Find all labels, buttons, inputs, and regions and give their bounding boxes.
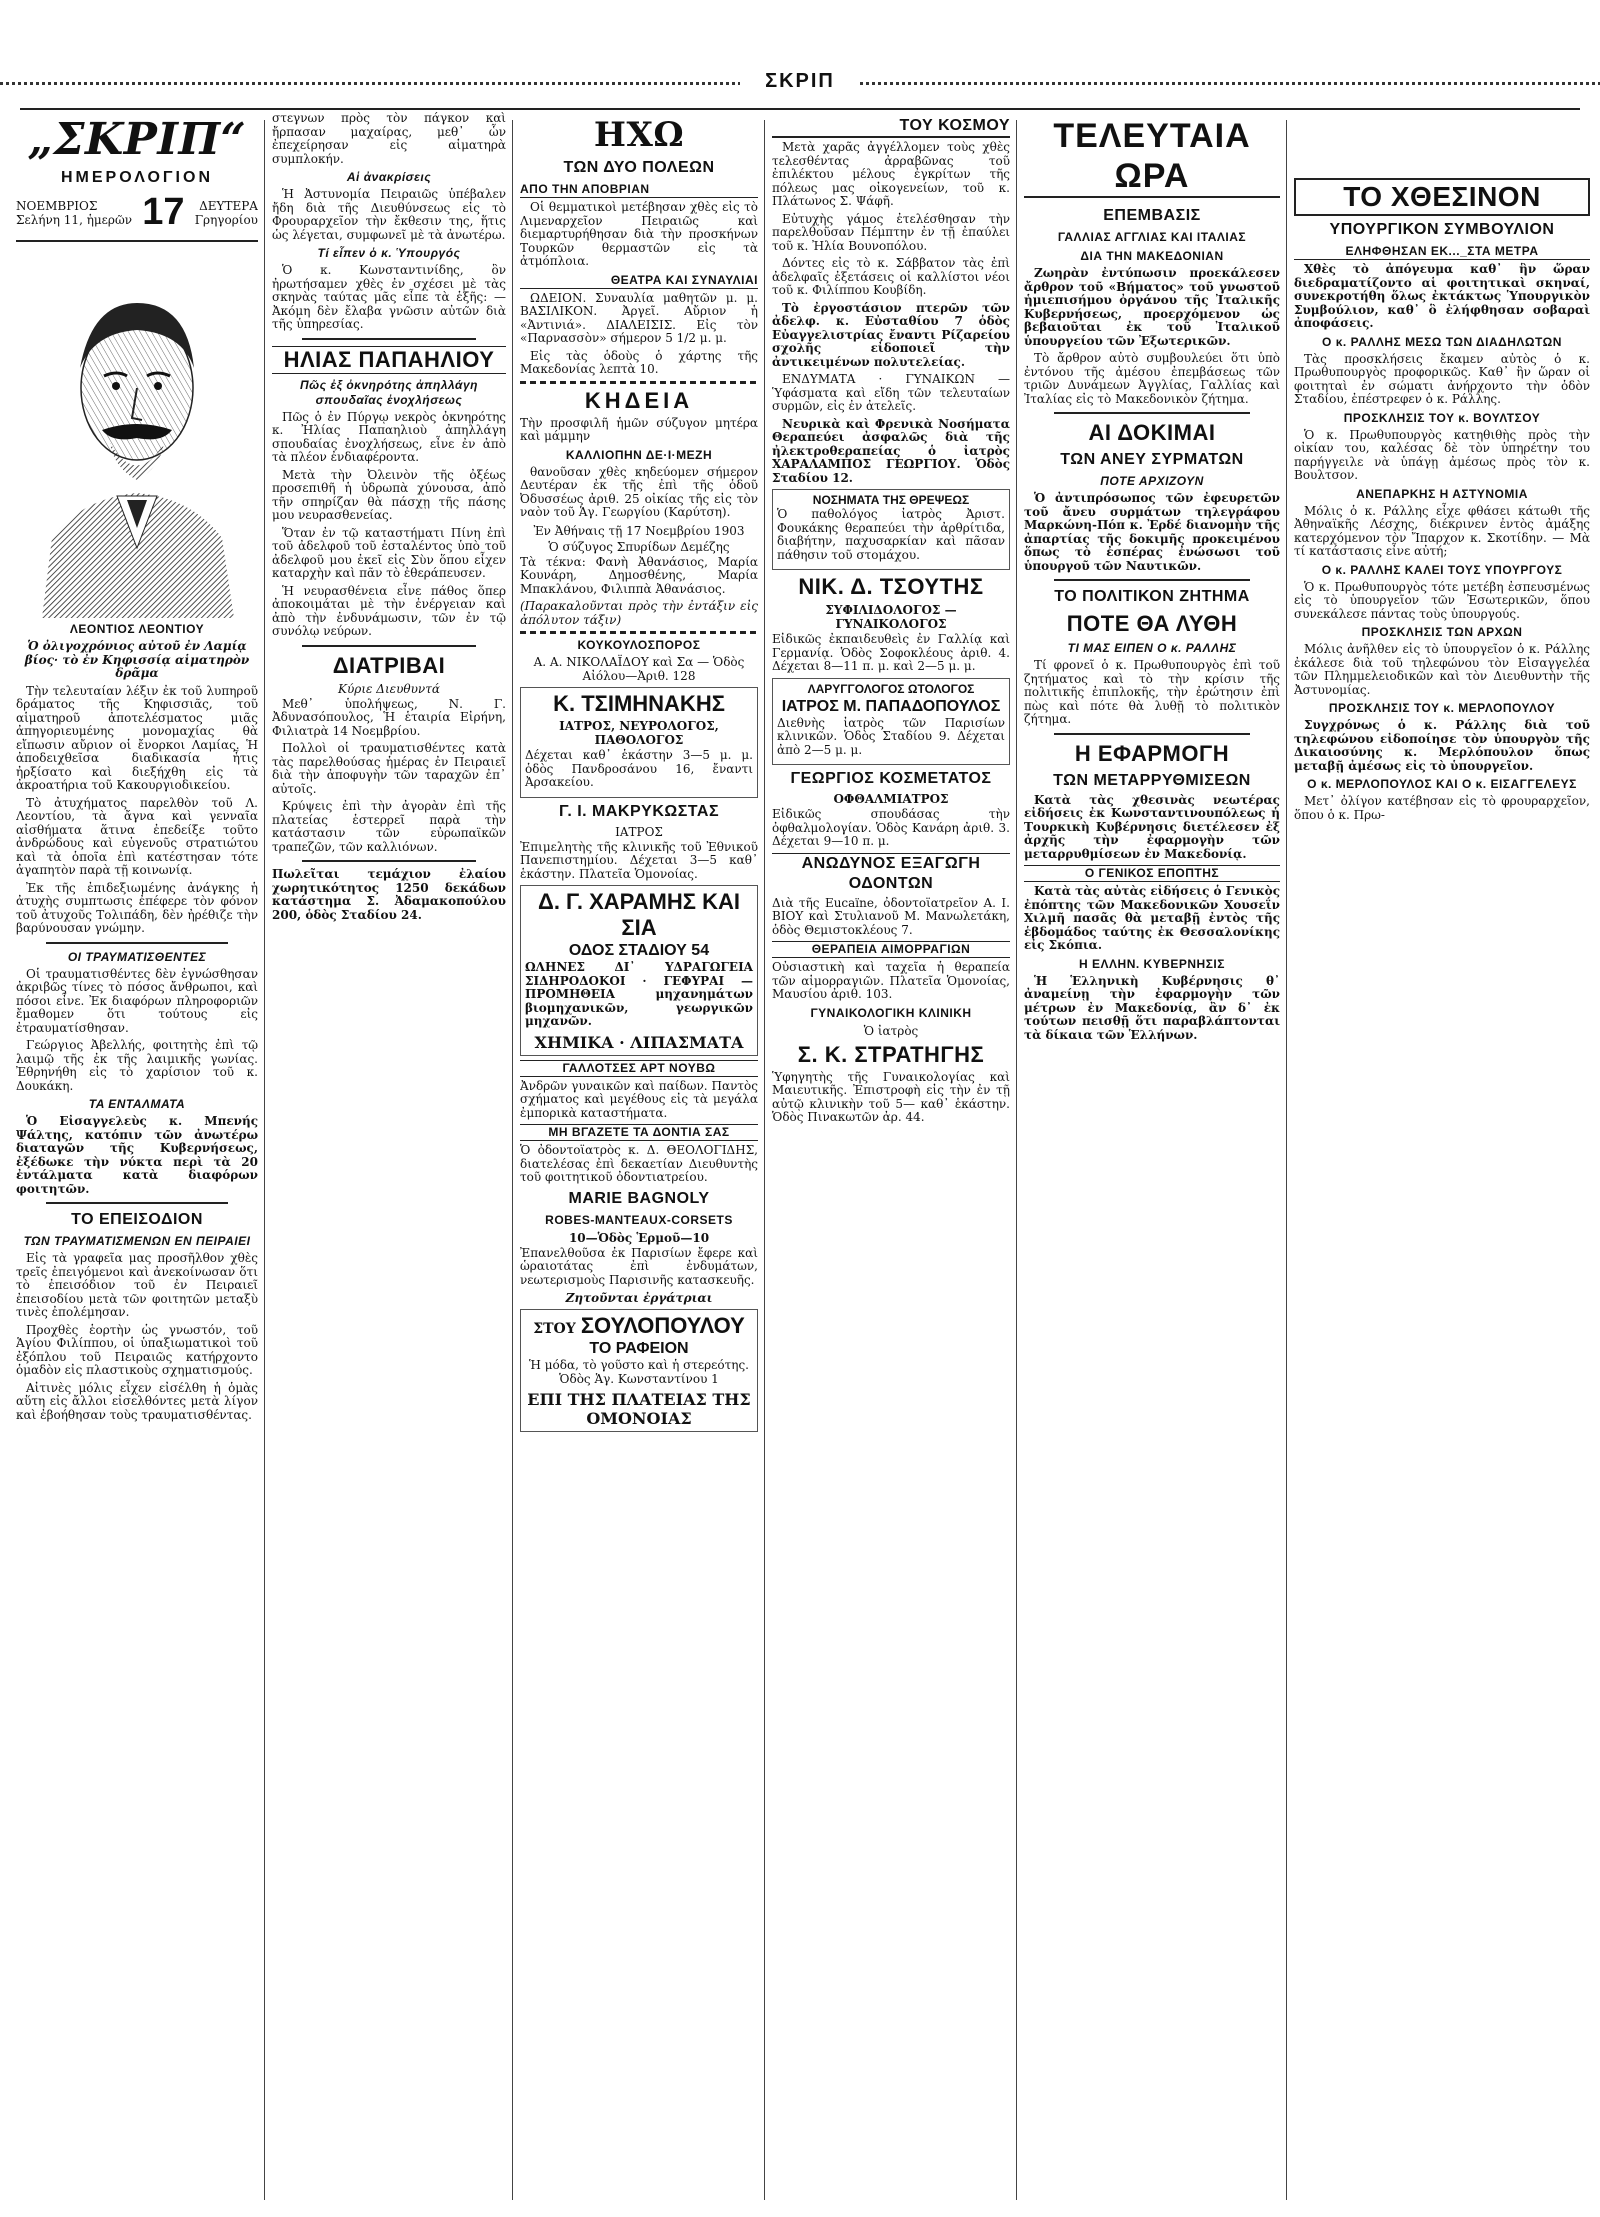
ad-makrykostas-text: Ἐπιμελητὴς τῆς κλινικῆς τοῦ Ἐθνικοῦ Πανεπιστημίου. Δέχεται 3—5 καθ᾽ ἑκάστην. Πλατεῖα Ὁμονοίας. (520, 839, 758, 881)
column-rule-5 (1286, 120, 1287, 2200)
col2-story-heading: ΗΛΙΑΣ ΠΑΠΑΗΛΙΟΥ (272, 346, 506, 374)
ad-makrykostas-heading: Γ. Ι. ΜΑΚΡΥΚΩΣΤΑΣ (558, 802, 720, 820)
ad-tsimenakis-subheading: ΙΑΤΡΟΣ, ΝΕΥΡΟΛΟΓΟΣ, ΠΑΘΟΛΟΓΟΣ (559, 719, 719, 747)
col2-paragraph-4: Μετὰ τὴν Ὀλεινὸν τῆς ὀξέως προσεπιθῆ ἡ ὑδρωπὰ χύνουσα, ἀπὸ τῆν σπηρίζαν θὰ πάσχῃ τῆς πάσης μου νευρασθενείας. (272, 467, 506, 522)
col6-s1-paragraph: Τὰς προσκλήσεις ἔκαμεν αὐτὸς ὁ κ. Πρωθυπουργὸς προφορικῶς. Καθ᾽ ἣν ὥραν οἱ φοιτηταὶ ἐν σώματι ἀνήρχοντο τὴν ὁδὸν Σταδίου, ἐπέστρεφεν ὁ κ. Ράλλης. (1294, 351, 1590, 406)
col2-paragraph-3: Πῶς ὁ ἐν Πύργῳ νεκρὸς ὀκνηρότης κ. Ἠλίας Παπαηλιοὺ ἀπηλλάγη σπουδαίας ἐνοχλήσεως, εἶνε ἐν ἀπὸ τὰ πλέον ἐνδιαφέροντα. (272, 409, 506, 464)
col2-divider-3 (302, 860, 476, 862)
top-rule-left (0, 82, 740, 85)
col4-paragraph-3: Δόντες εἰς τὸ κ. Σάββατον τὰς ἐπὶ ἀδελφαῖς ἐξετάσεις οἱ καλλίστοι νέοι τοῦ κ. Φιλίππου Κουβίδη. (772, 256, 1010, 297)
portrait (22, 248, 252, 618)
column-3 (520, 112, 758, 2202)
column-1 (16, 112, 258, 2202)
col5-s6-paragraph: Ἡ Ἑλληνικὴ Κυβέρνησις θ᾽ ἀναμείνῃ τὴν ἐφαρμογὴν τῶν μέτρων ἐν Μακεδονίᾳ, ἂν δ᾽ ἐκ τούτων πεισθῇ ὅτι παραβλάπτονται τὰ δίκαια τῶν Ἑλλήνων. (1024, 973, 1280, 1042)
masthead-title: „ΣΚΡΙΠ“ (27, 114, 247, 165)
masthead (16, 116, 258, 234)
funeral-intro: Τὴν προσφιλῆ ἡμῶν σύζυγον μητέρα καὶ μάμμην (520, 415, 758, 443)
col4-paragraph-6: Νευρικὰ καὶ Φρενικὰ Νοσήματα Θεραπεύει ἀσφαλῶς διὰ τῆς ἠλεκτροθεραπείας ὁ ἰατρὸς ΧΑΡΑΛΑΜΠΟΣ ΓΕΩΡΓΙΟΥ. Ὁδὸς Σταδίου 12. (772, 416, 1010, 485)
col1-paragraph-1: Τὴν τελευταίαν λέξιν ἐκ τοῦ λυπηροῦ δράματος τῆς Κηφισσιᾶς, τοῦ αἱματηροῦ ἀποτελέσματος μιᾶς ἀπηγοριευμένης μονομαχίας θὰ εἴπωσιν αὔριον οἱ ἔνορκοι Λαμίας. Ἡ ἀποδειχθεῖσα διαδικασία ἧτις ἠρξίσατο καὶ διεξήχθη εἰς τὰ ἀκροατήρια τοῦ Κακουργιοδικείου. (16, 683, 258, 792)
col6-s5-heading: ΠΡΟΣΚΛΗΣΙΣ ΤΩΝ ΑΡΧΩΝ (1361, 625, 1523, 639)
ad-nutrition-diseases (772, 489, 1010, 570)
ad-charamis-heading: Δ. Γ. ΧΑΡΑΜΗΣ ΚΑΙ ΣΙΑ (538, 889, 740, 940)
ad-clinic-heading: ΓΥΝΑΙΚΟΛΟΓΙΚΗ ΚΛΙΝΙΚΗ (810, 1005, 972, 1020)
col6-paragraph-1: Χθὲς τὸ ἀπόγευμα καθ᾽ ἣν ὥραν διεδραματίζοντο αἱ φοιτητικαὶ σκηναί, συνεκροτήθη ὅλως ἐκτάκτως Ὑπουργικὸν Συμβούλιον, καθ᾽ ὃ ἐλήφθησαν σοβαραὶ ἀποφάσεις. (1294, 262, 1590, 330)
ad-clinic-subheading: Ὁ ἰατρὸς (863, 1023, 919, 1038)
ad-clinic-name: Σ. Κ. ΣΤΡΑΤΗΓΗΣ (797, 1041, 985, 1067)
col2-diatribe-text: Μεθ᾽ ὑπολήψεως, Ν. Γ. Ἀδυνασόπουλος, Ἡ ἑταιρία Εἰρήνη, Φιλιατρὰ 14 Νοεμβρίου. (272, 696, 506, 738)
col4-heading: ΤΟΥ ΚΟΣΜΟΥ (772, 116, 1010, 138)
col3-paragraph-1: Οἱ θεμματικοὶ μετέβησαν χθὲς εἰς τὸ Λιμεναρχεῖον Πειραιῶς καὶ διεμαρτυρήθησαν διὰ τὴν προσκήνων Τουρκῶν θερμαστῶν εἰς τὰ ἀτμόπλοια. (520, 200, 758, 268)
col6-subheading: ΕΛΗΦΘΗΣΑΝ ΕΚ..._ΣΤΑ ΜΕΤΡΑ (1294, 244, 1590, 260)
col5-s2-subheading: ΤΩΝ ΑΝΕΥ ΣΥΡΜΑΤΩΝ (1060, 451, 1244, 468)
masthead-subtitle: ΗΜΕΡΟΛΟΓΙΟΝ (61, 169, 213, 186)
ad-tsimenakis-heading: Κ. ΤΣΙΜΗΝΑΚΗΣ (553, 691, 725, 716)
col2-divider-2 (302, 645, 476, 647)
col5-s2-subheading-2: ΠΟΤΕ ΑΡΧΙΖΟΥΝ (1100, 474, 1204, 488)
col1-paragraph-6: Ὁ Εἰσαγγελεὺς κ. Μπενής Ψάλτης, κατόπιν τῶν ἀνωτέρω διαταγῶν τῆς Κυβερνήσεως, ἐξέδωκε τὴν νύκτα περὶ τὰ 20 ἐντάλματα κατὰ διαφόρων φοιτητῶν. (16, 1114, 258, 1196)
col5-s1-subheading: ΓΑΛΛΙΑΣ ΑΓΓΛΙΑΣ ΚΑΙ ΙΤΑΛΙΑΣ (1057, 230, 1247, 244)
ad-dentist-text: Ὁ ὀδοντοϊατρὸς κ. Δ. ΘΕΟΛΟΓΙΔΗΣ, διατελέσας ἐπὶ δεκαετίαν Διευθυντὴς τοῦ φοιτητικοῦ ὀδοντιατρείου. (520, 1143, 758, 1184)
funeral-heading: ΚΗΔΕΙΑ (584, 387, 694, 413)
ad-dentist-heading: ΜΗ ΒΓΑΖΕΤΕ ΤΑ ΔΟΝΤΙΑ ΣΑΣ (520, 1124, 758, 1141)
col6-s7-heading: Ο κ. ΜΕΡΛΟΠΟΥΛΟΣ ΚΑΙ Ο κ. ΕΙΣΑΓΓΕΛΕΥΣ (1307, 777, 1577, 791)
ad-galoshes-heading: ΓΑΛΛΟΤΣΕΣ ΑΡΤ ΝΟΥΒΩ (520, 1060, 758, 1077)
col3-stripe-1 (520, 381, 758, 384)
col4-paragraph-4: Τὸ ἐργοστάσιον πτερῶν τῶν ἀδελφ. κ. Εὐσταθίου 7 ὁδὸς Εὐαγγελιστρίας ἔναντι Ρίζαρείου σχολῆς εἰδοποιεῖ τὴν ἀντικειμένων πολυτελείας. (772, 300, 1010, 369)
ad-bagnoly-address: 10—Ὁδὸς Ἑρμοῦ—10 (568, 1230, 710, 1245)
col5-s1-subheading-2: ΔΙΑ ΤΗΝ ΜΑΚΕΔΟΝΙΑΝ (1080, 249, 1224, 263)
col1-paragraph-5: Γεώργιος Ἀβελλής, φοιτητὴς ἐπὶ τῷ λαιμῷ τῆς ἐκ τῆς λαιμικῆς γωνίας. Ἐθρηνήθη εἰς τὸ χαρίσιον τοῦ κ. Δουκάκη. (16, 1038, 258, 1093)
ad-extraction-text: Διὰ τῆς Eucaïne, ὀδοντοϊατρεῖον Α. Ι. ΒΙΟΥ καὶ Στυλιανοῦ Μ. Μανωλετάκη, ὁδὸς Θεμιστοκλέους 7. (772, 895, 1010, 937)
col6-heading-2: ΥΠΟΥΡΓΙΚΟΝ ΣΥΜΒΟΥΛΙΟΝ (1329, 221, 1555, 238)
ad-hemorrhage-heading: ΘΕΡΑΠΕΙΑ ΑΙΜΟΡΡΑΓΙΩΝ (772, 941, 1010, 958)
col6-s7-paragraph: Μετ᾽ ὀλίγον κατέβησαν εἰς τὸ φρουραρχεῖον, ὅπου ὁ κ. Πρω- (1294, 794, 1590, 822)
ad-soulopoulos-text: Ἡ μόδα, τὸ γοῦστο καὶ ἡ στερεότης. Ὁδὸς Ἁγ. Κωνσταντίνου 1 (529, 1358, 749, 1386)
column-5 (1024, 112, 1280, 2202)
col2-paragraph-1: Ἡ Ἀστυνομία Πειραιῶς ὑπέβαλεν ἤδη διὰ τῆς Διευθύνσεως εἰς τὸ Φρουραρχεῖον τὴν ἔκθεσιν της, ἥτις ὡς λέγεται, συμφωνεῖ μὲ τὰ ἀνωτέρω. (272, 187, 506, 242)
column-rule-2 (512, 120, 513, 2200)
ad-tsoutis-heading: ΝΙΚ. Δ. ΤΣΟΥΤΗΣ (798, 574, 984, 599)
col2-story-subheading: Πῶς ἐξ ὀκνηρότης ἀπηλλάγη σπουδαῖας ἐνοχλήσεως (300, 377, 478, 407)
col1-lead: Ὁ ὀλιγοχρόνιος αὐτοῦ ἐν Λαμίᾳ βίος· τὸ ἐν Κηφισσίᾳ αἱματηρὸν δρᾶμα (24, 639, 250, 680)
col2-paragraph-2: Ὁ κ. Κωνσταντινίδης, ὃν ἠρωτήσαμεν χθὲς ἐν σχέσει μὲ τὰς σκηνὰς ταύτας μᾶς εἶπε τὰ ἑξῆς: — Ἀκόμη δὲν ἔλαβα γνῶσιν αὐτῶν διὰ τῆς ὑπηρεσίας. (272, 263, 506, 331)
col2-paragraph-8: Κρύψεις ἐπὶ τὴν ἀγορὰν ἐπὶ τῆς πλατείας ἑστερρεῖ παρὰ τὴν κατάστασιν τῶν εὐρωπαϊκῶν τραπεζῶν, τῶν καλλιόνων. (272, 799, 506, 854)
ad-nutrition-text: Ὁ παθολόγος ἰατρὸς Ἀριστ. Φουκάκης θεραπεύει τὴν ἀρθρίτιδα, διαβήτην, παχυσαρκίαν καὶ πᾶσαν πάθησιν τοῦ στομάχου. (777, 507, 1005, 562)
top-rule-right (860, 82, 1600, 85)
ad-kosmetatos-heading: ΓΕΩΡΓΙΟΣ ΚΟΣΜΕΤΑΤΟΣ (790, 770, 992, 787)
col2-diatribe-subheading: Κύριε Διευθυντά (338, 681, 440, 696)
col4-paragraph-2: Εὐτυχὴς γάμος ἐτελέσθησαν τὴν παρελθοῦσαν Πέμπτην ἐν τῇ ἐπαύλει τοῦ κ. Ἠλία Βουνοπόλου. (772, 211, 1010, 253)
masthead-lunar: Σελήνη 11, ἡμερῶν (16, 212, 133, 227)
col1-paragraph-7: Εἰς τὰ γραφεῖα μας προσῆλθον χθὲς τρεῖς ἐπειγόμενοι καὶ ἀνεκοίνωσαν ὅτι τὸ ἐπεισόδιον τοῦ ἐν Πειραιεῖ ἐπεισοδίου μετὰ τῶν φοιτητῶν μεταξὺ τινὲς ἐπολέμησαν. (16, 1251, 258, 1319)
ad-papadopoulos-name: ΙΑΤΡΟΣ Μ. ΠΑΠΑΔΟΠΟΥΛΟΣ (781, 697, 1001, 715)
col2-divider-1 (302, 338, 476, 340)
col5-s3-subheading: ΠΟΤΕ ΘΑ ΛΥΘΗ (1066, 611, 1238, 636)
col5-s3-paragraph: Τί φρονεῖ ὁ κ. Πρωθυπουργὸς ἐπὶ τοῦ ζητήματος καὶ τὸ τὴν κρίσιν τῆς πολιτικῆς ἐπιπλοκῆς, τὴν ἐρώτησιν ἐπὶ πὼς καὶ πότε θὰ λυθῇ τὸ πολιτικὸν ζήτημα. (1024, 658, 1280, 726)
ad-nutrition-heading: ΝΟΣΗΜΑΤΑ ΤΗΣ ΘΡΕΨΕΩΣ (812, 493, 970, 507)
col2-top-text: στεγνων πρὸς τὸν πάγκον καὶ ἤρπασαν μαχαίρας, μεθ᾽ ὧν ἐπεχείρησαν εἰς αἱματηρὰ συμπλοκήν. (272, 112, 506, 166)
col5-s1-paragraph-2: Τὸ ἄρθρον αὐτὸ συμβουλεύει ὅτι ὑπὸ ἐντόνου τῆς ἀμέσου ἐπεμβάσεως τῶν τριῶν Δυνάμεων Ἀγγλίας, Γαλλίας καὶ Ἰταλίας εἰς τὸ Μακεδονικὸν ζήτημα. (1024, 351, 1280, 406)
col3-section-2-heading: ΘΕΑΤΡΑ ΚΑΙ ΣΥΝΑΥΛΙΑΙ (520, 273, 758, 289)
col1-paragraph-4: Οἱ τραυματισθέντες δὲν ἐγνώσθησαν ἀκριβῶς τίνες τὸ πόσος ἄνθρωποι, καὶ πόσοι εἶνε. Ἐκ διαφόρων πληροφοριῶν ἔμαθομεν ὅτι τούτους εἰς ἐτραυματίσθησαν. (16, 966, 258, 1035)
col5-s3-subheading-2: ΤΙ ΜΑΣ ΕΙΠΕΝ Ο κ. ΡΑΛΛΗΣ (1067, 641, 1237, 655)
col2-section-2-heading: Τί εἶπεν ὁ κ. Ὑπουργός (317, 246, 461, 260)
funeral-children: Τὰ τέκνα: Φανὴ Ἀθανάσιος, Μαρία Κουνάρη, Δημοσθένης, Μαρία Μπακλάνου, Φιλιππὰ Ἀθανάσιος. (520, 554, 758, 596)
page-header-title: ΣΚΡΙΠ (765, 70, 835, 92)
ad-makrykostas-subheading: ΙΑΤΡΟΣ (615, 824, 663, 839)
col5-s4-subheading: ΤΩΝ ΜΕΤΑΡΡΥΘΜΙΣΕΩΝ (1053, 771, 1251, 789)
col5-s3-heading: ΤΟ ΠΟΛΙΤΙΚΟΝ ΖΗΤΗΜΑ (1054, 588, 1250, 605)
col1-divider-2 (46, 1202, 228, 1204)
col2-diatribe-heading: ΔΙΑΤΡΙΒΑΙ (332, 652, 446, 678)
ad-papadopoulos-text: Διεθνὴς ἰατρὸς τῶν Παρισίων κλινικῶν. Ὁδὸς Σταδίου 9. Δέχεται ἀπὸ 2—5 μ. μ. (777, 715, 1005, 757)
ad-charamis-chemicals: ΧΗΜΙΚΑ · ΛΙΠΑΣΜΑΤΑ (534, 1032, 744, 1052)
column-4 (772, 112, 1010, 2202)
ad-charamis-address: ΟΔΟΣ ΣΤΑΔΙΟΥ 54 (568, 942, 710, 959)
masthead-month: ΝΟΕΜΒΡΙΟΣ (16, 198, 98, 213)
ad-papadopoulos (772, 678, 1010, 766)
col5-s2-paragraph: Ὁ ἀντιπρόσωπος τῶν ἐφευρετῶν τοῦ ἄνευ συρμάτων τηλεγράφου Μαρκώνη-Πόπ κ. Ἐρδέ διανομὴν τῆς ἀπαρτίας τῆς δοκιμῆς προκειμένου ὅπως τὸ ἐσπέρας ἐνώσωσι τοῦ ὑπουργοῦ τῶν Ναυτικῶν. (1024, 491, 1280, 573)
ad-papadopoulos-heading: ΛΑΡΥΓΓΟΛΟΓΟΣ ΩΤΟΛΟΓΟΣ (807, 681, 975, 696)
col5-s2-heading: ΑΙ ΔΟΚΙΜΑΙ (1088, 420, 1216, 445)
col5-s4-paragraph: Κατὰ τὰς χθεσινὰς νεωτέρας εἰδήσεις ἐκ Κωνσταντινουπόλεως ἡ Τουρκικὴ Κυβέρνησις διετέλεσεν ἐξ ἀρχῆς τὴν ἐφαρμογὴν τῶν μεταρρυθμίσεων ἐν Μακεδονίᾳ. (1024, 792, 1280, 861)
masthead-weekday: ΔΕΥΤΕΡΑ (199, 198, 258, 213)
ad-bagnoly-footer: Ζητοῦνται ἐργάτριαι (565, 1291, 713, 1305)
col3-stripe-2 (520, 631, 758, 634)
col3-heading-2: ΤΩΝ ΔΥΟ ΠΟΛΕΩΝ (563, 159, 715, 176)
col6-s1-heading: Ο κ. ΡΑΛΛΗΣ ΜΕΣΩ ΤΩΝ ΔΙΑΔΗΛΩΤΩΝ (1322, 334, 1562, 349)
col5-divider-2 (1054, 579, 1250, 581)
col6-s6-paragraph: Συγχρόνως ὁ κ. Ράλλης διὰ τοῦ τηλεφώνου εἰδοποίησε τὸν ὑπουργὸν τῆς Δικαιοσύνης κ. Μερλόπουλον ὅπως μεταβῇ ἀμέσως εἰς τὸ ὑπουργεῖον. (1294, 718, 1590, 773)
column-6 (1294, 112, 1590, 2202)
portrait-engraving (22, 248, 252, 618)
col2-paragraph-7: Πολλοὶ οἱ τραυματισθέντες κατὰ τὰς παρελθούσας ἡμέρας ἐν Πειραιεῖ διὰ τὴν ἀποφυγὴν τῶν ταραχῶν ἐπ᾽ αὐτοῖς. (272, 741, 506, 796)
ad-bagnoly-subheading: ROBES-MANTEAUX-CORSETS (545, 1212, 733, 1227)
col1-section-3-heading: ΤΟ ΕΠΕΙΣΟΔΙΟΝ (71, 1211, 203, 1228)
col1-paragraph-9: Αἰτινὲς μόλις εἶχεν εἰσέλθη ἡ ὁμὰς αὕτη εἰς ἄλλοι εἰσελθόντες μετὰ λίγον καὶ ἐβοήθησαν τοὺς τραυματισθέντας. (16, 1380, 258, 1422)
col1-paragraph-3: Ἐκ τῆς ἐπιδεξιωμένης ἀνάγκης ἡ ἀτυχὴς συμπτωσις ἐπέφερε τὸν φόνον τοῦ ἀτυχοῦς Τολιπάδη, δὲν ἠρέθιζε τὴν βαρύνουσαν γνώμην. (16, 880, 258, 935)
col4-paragraph-5: ΕΝΔΥΜΑΤΑ · ΓΥΝΑΙΚΩΝ — Ὑφάσματα καὶ εἴδη τῶν τελευταίων συρμῶν, εἰς ἐν ἀτελεῖς. (772, 372, 1010, 413)
top-divider (20, 108, 1580, 110)
ad-kosmetatos-subheading: ΟΦΘΑΛΜΙΑΤΡΟΣ (833, 792, 949, 806)
col2-section-1-heading: Αἱ ἀνακρίσεις (346, 170, 432, 184)
ad-tsimenakis (520, 687, 758, 798)
ad-charamis (520, 885, 758, 1056)
ad-bagnoly-heading: MARIE BAGNOLY (568, 1189, 710, 1207)
ad-soulopoulos-heading: ΣΟΥΛΟΠΟΥΛΟΥ (580, 1313, 745, 1338)
ad-soulopoulos-subheading: ΤΟ ΡΑΦΕΙΟΝ (589, 1340, 689, 1357)
col6-s4-paragraph: Ὁ κ. Πρωθυπουργὸς τότε μετέβη ἐσπευσμένως εἰς τὸ ὑπουργεῖον τῶν Ἐσωτερικῶν, ὅπου συνεκάλεσε πάντας τοὺς ὑπουργούς. (1294, 579, 1590, 621)
ad-tsoutis-text: Εἰδικῶς ἐκπαιδευθεὶς ἐν Γαλλίᾳ καὶ Γερμανίᾳ. Ὁδὸς Σοφοκλέους ἀριθ. 4. Δέχεται 8—11 π. μ. καὶ 2—5 μ. μ. (772, 632, 1010, 673)
col4-paragraph-1: Μετὰ χαρᾶς ἀγγέλλομεν τοὺς χθὲς τελεσθέντας ἀρραβῶνας τοῦ ἐπιλέκτου μέλους ἐγκρίτων τῆς πόλεως μας οἰκογενείων, τοῦ κ. Πλάτωνος Σ. Ψάφῆ. (772, 140, 1010, 208)
col6-s3-paragraph: Μόλις ὁ κ. Ράλλης εἶχε φθάσει κάτωθι τῆς Ἀθηναϊκῆς Λέσχης, διέκρινεν ἐντὸς ἀμάξης κατερχόμενον τὸν Ἴπαρχον κ. Σκοτίδην. — Μὰ τί κατάστασις εἶνε αὐτή; (1294, 503, 1590, 558)
col2-bottom-ad: Πωλεῖται τεμάχιον ἐλαίου χωρητικότητος 1250 δεκάδων κατάστημα Σ. Ἀδαμακοπούλου 200, ὁδὸς Σταδίου 24. (272, 867, 506, 922)
column-2 (272, 112, 506, 2202)
col2-paragraph-6: Ἡ νευρασθένεια εἶνε πάθος ὅπερ ἀποκοιμάται μὲ τὴν ἐνέργειαν καὶ ἀπὸ τὴν ἐνδυνάμωσιν, τῶν ἐν τῷ συνόλῳ νεύρων. (272, 583, 506, 638)
funeral-name: ΚΑΛΛΙΟΠΗΝ ΔΕ·Ι·ΜΕΖΗ (565, 447, 713, 462)
funeral-signature: Ὁ σύζυγος Σπυρίδων Δεμέζης (548, 539, 730, 554)
col2-paragraph-5: Ὅταν ἐν τῷ καταστήματι Πίνη ἐπὶ τοῦ ἀδελφοῦ τοῦ ἐσταλέντος ὑπὸ τοῦ ἀδελφοῦ μου ἐκεῖ εἰς Σὺν ὅπου εἶχεν καταρχὴν καὶ πᾶν τὸ ἐθεράπευσεν. (272, 525, 506, 580)
funeral-note: (Παρακαλοῦνται πρὸς τὴν ἐντάξιν εἰς ἀπόλυτον τάξιν) (520, 599, 758, 627)
funeral-text: θανοῦσαν χθὲς κηδεύομεν σήμερον Δευτέραν ἐκ τῆς ἐπὶ τῆς ὁδοῦ Ὀδυσσέως ἀριθ. 25 οἰκίας τῆς εἰς τὸν ναὸν τοῦ Ἁγ. Γεωργίου (Καρύτση). (520, 464, 758, 519)
col5-s5-heading: Ο ΓΕΝΙΚΟΣ ΕΠΟΠΤΗΣ (1024, 865, 1280, 882)
col5-s1-paragraph-1: Ζωηρὰν ἐντύπωσιν προεκάλεσεν ἄρθρον τοῦ «Βήματος» τοῦ γνωστοῦ ἡμιεπισήμου ὀργάνου τῆς Ἰταλικῆς Κυβερνήσεως, προερχόμενον ὡς βεβαιοῦται ἐκ τοῦ Ἰταλικοῦ ὑπουργείου τῶν Ἐξωτερικῶν. (1024, 266, 1280, 348)
ad-kosmetatos-text: Εἰδικῶς σπουδάσας τὴν ὀφθαλμολογίαν. Ὁδὸς Κανάρη ἀριθ. 3. Δέχεται 9—10 π. μ. (772, 807, 1010, 848)
col1-section-2-heading: ΤΑ ΕΝΤΑΛΜΑΤΑ (88, 1097, 186, 1111)
col1-section-3-subheading: ΤΩΝ ΤΡΑΥΜΑΤΙΣΜΕΝΩΝ ΕΝ ΠΕΙΡΑΙΕΙ (23, 1234, 251, 1248)
col6-s5-paragraph: Μόλις ἀνῆλθεν εἰς τὸ ὑπουργεῖον ὁ κ. Ράλλης ἐκάλεσε διὰ τοῦ τηλεφώνου τὸν Εἰσαγγελέα τῶν Πλημμελειοδικῶν καὶ τὸν Διευθυντὴν τῆς Ἀστυνομίας. (1294, 642, 1590, 697)
ad-silkworm-heading: ΚΟΥΚΟΥΛΟΣΠΟΡΟΣ (577, 638, 701, 652)
ad-silkworm-text: Α. Α. ΝΙΚΟΛΑΪΔΟΥ καὶ Σα — Ὁδὸς Αἰόλου—Ἀριθ. 128 (533, 655, 745, 683)
ad-bagnoly-text: Ἐπανελθοῦσα ἐκ Παρισίων ἔφερε καὶ ὡραιοτάτας ἐπὶ ἐνδυμάτων, νεωτερισμοὺς Παρισινῆς κατασκευῆς. (520, 1245, 758, 1287)
ad-soulopoulos-pre: ΣΤΟΥ (533, 1321, 576, 1337)
ad-galoshes-text: Ἀνδρῶν γυναικῶν καὶ παίδων. Παντὸς σχήματος καὶ μεγέθους εἰς τὰ μεγάλα ἐμπορικὰ καταστήματα. (520, 1078, 758, 1120)
col5-s6-heading: Η ΕΛΛΗΝ. ΚΥΒΕΡΝΗΣΙΣ (1079, 956, 1225, 971)
ad-tsimenakis-text: Δέχεται καθ᾽ ἑκάστην 3—5 μ. μ. ὁδὸς Πανδροσάνου 16, ἔναντι Ἀρσακείου. (525, 748, 753, 789)
masthead-calendar: Γρηγορίου (194, 212, 258, 227)
funeral-notice (520, 388, 758, 628)
col5-s5-paragraph: Κατὰ τὰς αὐτὰς εἰδήσεις ὁ Γενικὸς ἐπόπτης τῶν Μακεδονικῶν Χουσεΐν Χιλμῆ πασᾶς θὰ μεταβῇ ἐντὸς τῆς ἑβδομάδος ταύτης ἐκ Θεσσαλονίκης εἰς Σκόπια. (1024, 884, 1280, 952)
ad-hemorrhage-text: Οὐσιαστικὴ καὶ ταχεῖα ἡ θεραπεία τῶν αἱμορραγιῶν. Πλατεῖα Ὁμονοίας, Μαυσίου ἀριθ. 103. (772, 960, 1010, 1001)
column-rule-1 (264, 120, 265, 2200)
ad-tsoutis-subheading: ΣΥΦΙΛΙΔΟΛΟΓΟΣ — ΓΥΝΑΙΚΟΛΟΓΟΣ (825, 603, 957, 631)
col3-heading: ΗΧΩ (593, 115, 685, 155)
col1-paragraph-2: Τὸ ἀτυχήματος παρελθὸν τοῦ Λ. Λεοντίου, τὰ ἄγνα καὶ γενναῖα αἰσθήματα ἅτινα ἐπεδείξε τοῦτο ἀνδρώδους καὶ εὐγενοῦς στρατιώτου καὶ τὰ ὁποῖα ἐπὶ κατέστησαν τότε ἀγαπητὸν παρὰ τῇ κοινωνίᾳ. (16, 795, 258, 877)
col5-divider-3 (1054, 733, 1250, 735)
col3-theater-listings: ΩΔΕΙΟΝ. Συναυλία μαθητῶν μ. μ. ΒΑΣΙΛΙΚΟΝ. Ἀργεῖ. Αὔριον ἡ «Ἀντινιά». ΔΙΑΛΕΙΣΙΣ. Εἰς τὸν «Παρνασσὸν» σήμερον 5 1/2 μ. μ. (520, 290, 758, 345)
col6-s2-heading: ΠΡΟΣΚΛΗΣΙΣ ΤΟΥ κ. ΒΟΥΛΤΣΟΥ (1343, 410, 1541, 425)
ad-soulopoulos-footer: ΕΠΙ ΤΗΣ ΠΛΑΤΕΙΑΣ ΤΗΣ ΟΜΟΝΟΙΑΣ (527, 1390, 751, 1428)
col6-s3-heading: ΑΝΕΠΑΡΚΗΣ Η ΑΣΤΥΝΟΜΙΑ (1356, 486, 1528, 501)
col1-paragraph-8: Προχθὲς ἑορτὴν ὡς γνωστόν, τοῦ Ἁγίου Φιλίππου, οἱ ὑπαξιωματικοὶ τοῦ ἐξόπλου τοῦ Πειραιῶς κατήρχοντο ὁμαδὸν εἰς πλαστικοὺς σχηματισμούς. (16, 1322, 258, 1377)
col6-s6-heading: ΠΡΟΣΚΛΗΣΙΣ ΤΟΥ κ. ΜΕΡΛΟΠΟΥΛΟΥ (1328, 701, 1556, 715)
masthead-date-row (16, 191, 258, 234)
col3-map-notice: Εἰς τὰς ὁδοὺς ὁ χάρτης τῆς Μακεδονίας λεπτὰ 10. (520, 348, 758, 376)
masthead-divider (16, 240, 258, 242)
col6-s4-heading: Ο κ. ΡΑΛΛΗΣ ΚΑΛΕΙ ΤΟΥΣ ΥΠΟΥΡΓΟΥΣ (1321, 562, 1563, 577)
ad-extraction-heading: ΑΝΩΔΥΝΟΣ ΕΞΑΓΩΓΗ ΟΔΟΝΤΩΝ (772, 853, 1010, 894)
ad-soulopoulos (520, 1309, 758, 1432)
ad-clinic-text: Ὑφηγητὴς τῆς Γυναικολογίας καὶ Μαιευτικῆς. Ἐπιστροφὴ εἰς τὴν ἐν τῇ αὐτῷ κλινικὴν τοῦ 5— καθ᾽ ἑκάστην. Ὁδὸς Πινακωτῶν ἀρ. 44. (772, 1069, 1010, 1124)
masthead-day-number: 17 (142, 191, 185, 233)
column-rule-4 (1016, 120, 1017, 2200)
portrait-caption: ΛΕΟΝΤΙΟΣ ΛΕΟΝΤΙΟΥ (69, 622, 205, 636)
ad-charamis-text: ΩΛΗΝΕΣ ΔΙ᾽ ΥΔΡΑΓΩΓΕΙΑ ΣΙΔΗΡΟΔΟΚΟΙ · ΓΕΦΥΡΑΙ — ΠΡΟΜΗΘΕΙΑ μηχανημάτων βιομηχανικῶν, γεωργικῶν μηχανῶν. (525, 960, 753, 1028)
funeral-date: Ἐν Ἀθήναις τῇ 17 Νοεμβρίου 1903 (533, 523, 745, 538)
column-rule-3 (764, 120, 765, 2200)
col5-divider-1 (1054, 412, 1250, 414)
col1-section-1-heading: ΟΙ ΤΡΑΥΜΑΤΙΣΘΕΝΤΕΣ (67, 949, 207, 964)
col5-s1-heading: ΕΠΕΜΒΑΣΙΣ (1103, 207, 1201, 224)
col1-divider-1 (46, 942, 228, 944)
col6-heading: ΤΟ ΧΘΕΣΙΝΟΝ (1294, 178, 1590, 216)
col6-s2-paragraph: Ὁ κ. Πρωθυπουργὸς κατηθιθὴς πρὸς τὴν οἰκίαν του, καλέσας δὲ τὸν ὑπηρέτην του παρήγγειλε νὰ ὑπάγῃ ἀμέσως πρὸς τὸν κ. Βουλτσον. (1294, 427, 1590, 482)
col3-section-1-heading: ΑΠΟ ΤΗΝ ΑΠΟΒΡΙΑΝ (520, 182, 758, 198)
col5-s4-heading: Η ΕΦΑΡΜΟΓΗ (1074, 740, 1230, 766)
col5-heading: ΤΕΛΕΥΤΑΙΑ ΩΡΑ (1024, 116, 1280, 198)
